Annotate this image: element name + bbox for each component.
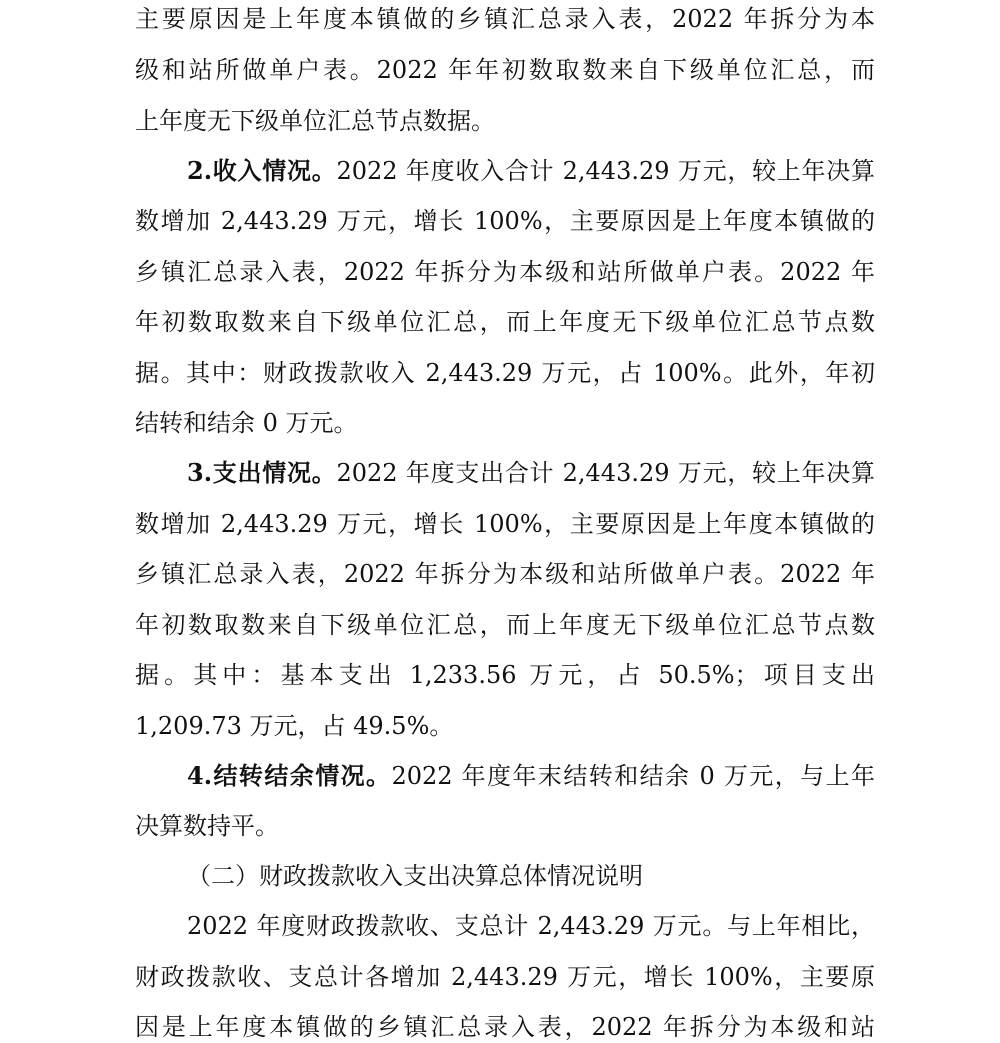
income-line-2: 数增加 2,443.29 万元，增长 100%，主要原因是上年度本镇做的 <box>135 207 875 235</box>
income-line-3: 乡镇汇总录入表，2022 年拆分为本级和站所做单户表。2022 年 <box>135 258 875 286</box>
expense-line-6: 1,209.73 万元，占 49.5%。 <box>135 712 454 740</box>
carryover-first-line <box>187 761 875 791</box>
carryover-heading: 4.结转结余情况。 <box>187 761 392 790</box>
section2-line-1: 2022 年度财政拨款收、支总计 2,443.29 万元。与上年相比， <box>187 912 875 940</box>
section2-line-3: 因是上年度本镇做的乡镇汇总录入表，2022 年拆分为本级和站 <box>135 1013 875 1041</box>
income-line-6: 结转和结余 0 万元。 <box>135 409 358 437</box>
expense-line-5: 据。其中：基本支出 1,233.56 万元，占 50.5%；项目支出 <box>135 661 875 689</box>
income-heading: 2.收入情况。 <box>187 156 337 185</box>
section2-line-2: 财政拨款收、支总计各增加 2,443.29 万元，增长 100%，主要原 <box>135 963 875 991</box>
expense-line-4: 年初数取数来自下级单位汇总，而上年度无下级单位汇总节点数 <box>135 611 875 639</box>
income-line-1-text: 2022 年度收入合计 2,443.29 万元，较上年决算 <box>336 157 875 185</box>
expense-heading: 3.支出情况。 <box>187 458 337 487</box>
expense-first-line <box>187 458 875 488</box>
expense-line-2: 数增加 2,443.29 万元，增长 100%，主要原因是上年度本镇做的 <box>135 510 875 538</box>
section2-heading: （二）财政拨款收入支出决算总体情况说明 <box>187 862 643 890</box>
income-first-line <box>187 156 875 186</box>
expense-line-3: 乡镇汇总录入表，2022 年拆分为本级和站所做单户表。2022 年 <box>135 560 875 588</box>
carryover-line-2: 决算数持平。 <box>135 812 279 840</box>
carryover-line-1-text: 2022 年度年末结转和结余 0 万元，与上年 <box>391 762 875 790</box>
income-line-4: 年初数取数来自下级单位汇总，而上年度无下级单位汇总节点数 <box>135 308 875 336</box>
intro-line-3: 上年度无下级单位汇总节点数据。 <box>135 107 495 135</box>
intro-line-2: 级和站所做单户表。2022 年年初数取数来自下级单位汇总，而 <box>135 56 875 84</box>
income-line-5: 据。其中：财政拨款收入 2,443.29 万元，占 100%。此外，年初 <box>135 359 875 387</box>
expense-line-1-text: 2022 年度支出合计 2,443.29 万元，较上年决算 <box>336 459 875 487</box>
intro-line-1: 主要原因是上年度本镇做的乡镇汇总录入表，2022 年拆分为本 <box>135 5 875 33</box>
